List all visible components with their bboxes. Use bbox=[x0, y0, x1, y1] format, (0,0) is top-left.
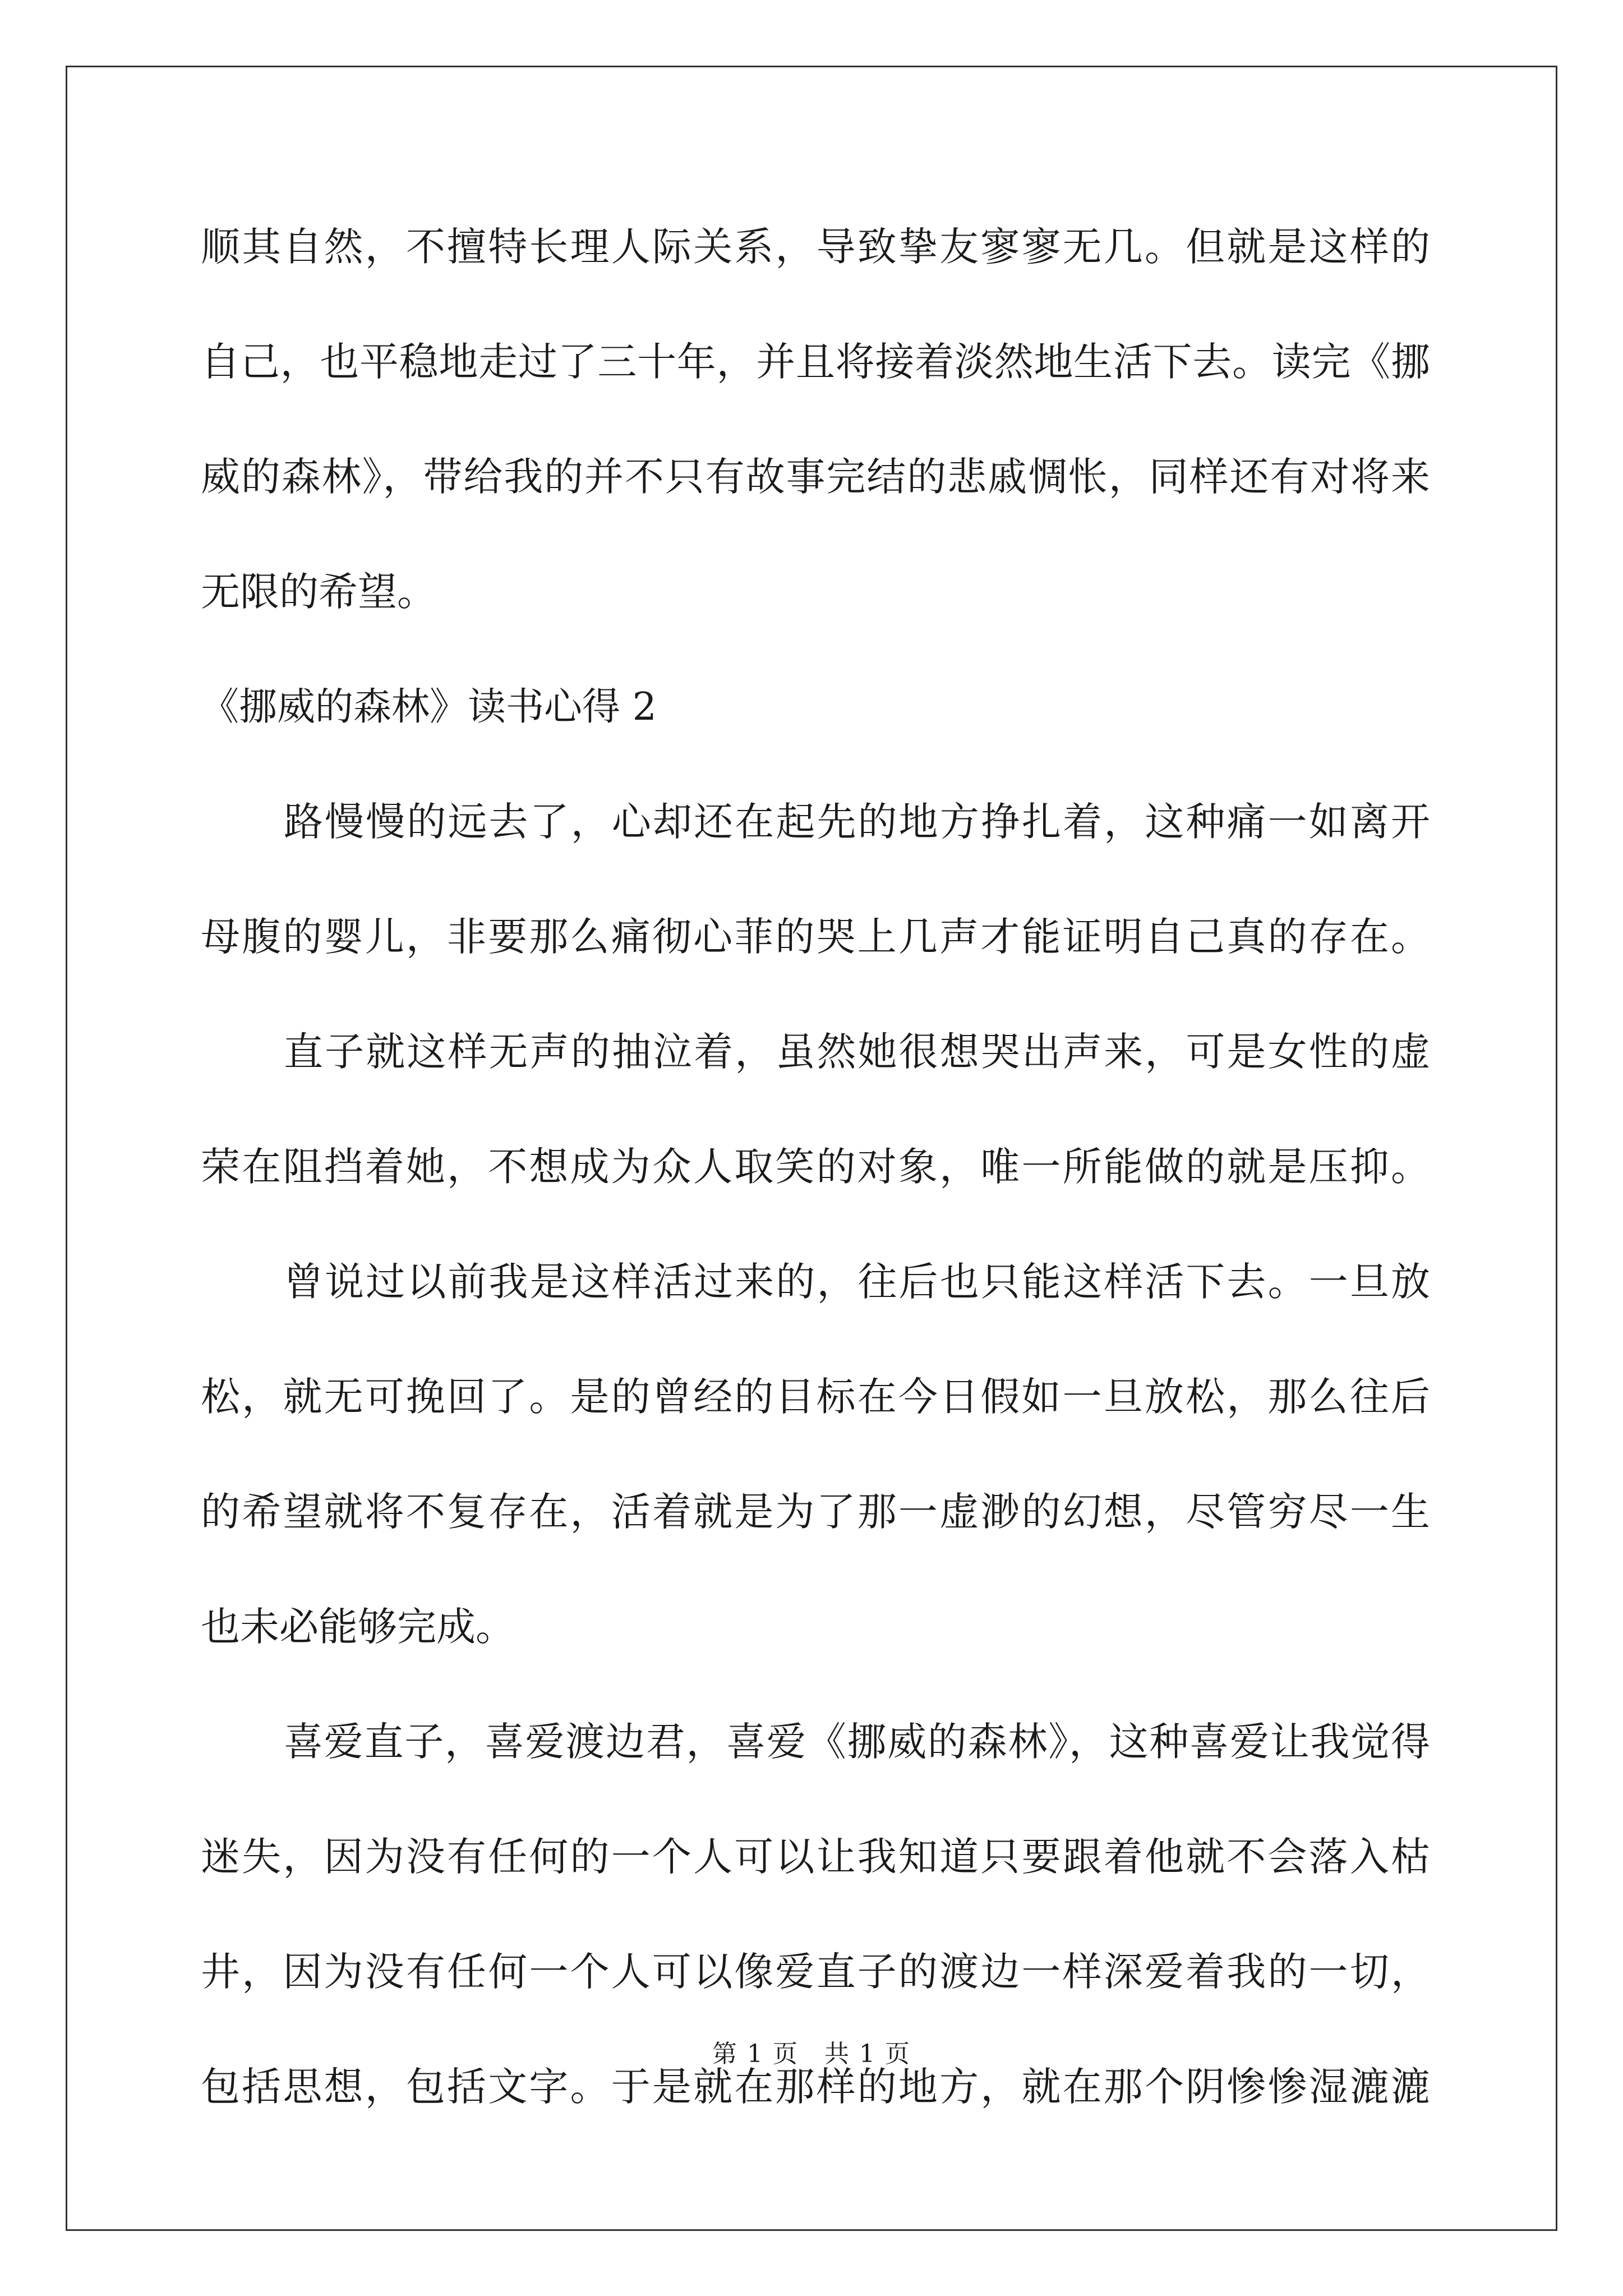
page-number-footer: 第 1 页 共 1 页 bbox=[712, 2040, 911, 2068]
paragraph-line: 路慢慢的远去了，心却还在起先的地方挣扎着，这种痛一如离开 bbox=[284, 799, 1430, 845]
paragraph-line: 威的森林》，带给我的并不只有故事完结的悲戚惆怅，同样还有对将来 bbox=[201, 454, 1430, 500]
paragraph-line: 直子就这样无声的抽泣着，虽然她很想哭出声来，可是女性的虚 bbox=[284, 1029, 1430, 1075]
document-body bbox=[201, 190, 1430, 2145]
paragraph-line: 迷失，因为没有任何的一个人可以让我知道只要跟着他就不会落入枯 bbox=[201, 1834, 1430, 1880]
paragraph-line: 无限的希望。 bbox=[201, 569, 436, 615]
section-heading: 《挪威的森林》读书心得 2 bbox=[201, 685, 657, 729]
paragraph-line: 曾说过以前我是这样活过来的，往后也只能这样活下去。一旦放 bbox=[284, 1259, 1430, 1305]
paragraph-line: 母腹的婴儿，非要那么痛彻心菲的哭上几声才能证明自己真的存在。 bbox=[201, 914, 1430, 960]
paragraph-line: 的希望就将不复存在，活着就是为了那一虚渺的幻想，尽管穷尽一生 bbox=[201, 1489, 1430, 1535]
paragraph-line: 包括思想，包括文字。于是就在那样的地方，就在那个阴惨惨湿漉漉 bbox=[201, 2064, 1430, 2110]
paragraph-line: 井，因为没有任何一个人可以像爱直子的渡边一样深爱着我的一切， bbox=[201, 1949, 1430, 1995]
paragraph-line: 荣在阻挡着她，不想成为众人取笑的对象，唯一所能做的就是压抑。 bbox=[201, 1144, 1430, 1190]
paragraph-line: 松，就无可挽回了。是的曾经的目标在今日假如一旦放松，那么往后 bbox=[201, 1374, 1430, 1420]
paragraph-line: 顺其自然，不擅特长理人际关系，导致挚友寥寥无几。但就是这样的 bbox=[201, 224, 1430, 270]
paragraph-line: 自己，也平稳地走过了三十年，并且将接着淡然地生活下去。读完《挪 bbox=[201, 339, 1430, 385]
paragraph-line: 也未必能够完成。 bbox=[201, 1604, 515, 1650]
paragraph-line: 喜爱直子，喜爱渡边君，喜爱《挪威的森林》，这种喜爱让我觉得 bbox=[284, 1719, 1430, 1765]
